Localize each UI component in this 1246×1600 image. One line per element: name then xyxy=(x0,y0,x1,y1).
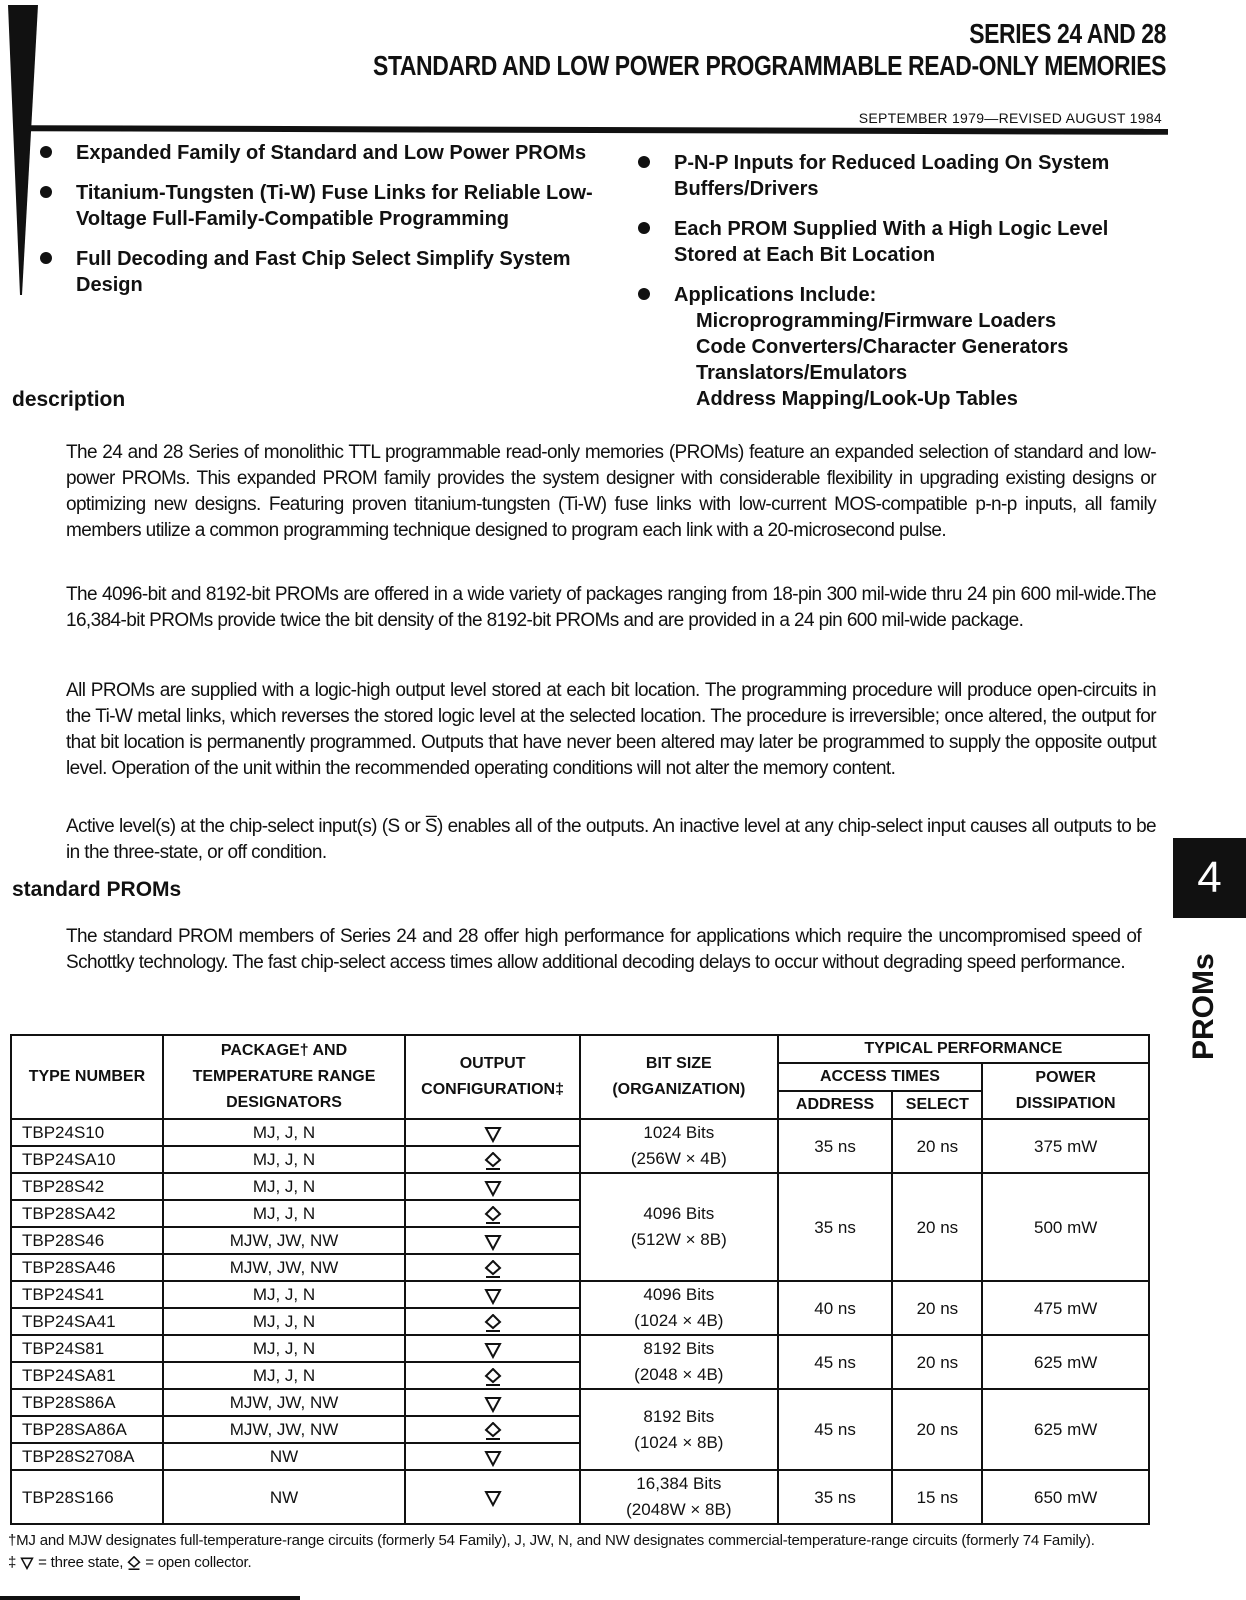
open-collector-icon xyxy=(405,1362,580,1389)
header-type-number: TYPE NUMBER xyxy=(11,1035,163,1119)
open-collector-icon xyxy=(405,1254,580,1281)
feature-item: P-N-P Inputs for Reduced Loading On System Buffers/Drivers xyxy=(636,150,1156,202)
revision-date: SEPTEMBER 1979—REVISED AUGUST 1984 xyxy=(858,110,1162,126)
table-row: TBP28S86A MJW, JW, NW 8192 Bits (1024 × 8B) 45 ns 20 ns 625 mW xyxy=(11,1389,1149,1416)
bullet-icon xyxy=(40,186,52,198)
three-state-icon xyxy=(405,1281,580,1308)
application-item: Microprogramming/Firmware Loaders xyxy=(696,310,1057,332)
standard-proms-paragraph: The standard PROM members of Series 24 and 28 offer high performance for applications which require the uncompromised speed of Schottky technology. The fast chip-select access times allow additional decoding delays to occur without degrading speed performance. xyxy=(66,926,1141,973)
header-output-configuration: OUTPUT CONFIGURATION‡ xyxy=(405,1035,580,1119)
three-state-icon xyxy=(405,1443,580,1470)
bullet-icon xyxy=(638,288,650,300)
header-address: ADDRESS xyxy=(778,1091,893,1119)
three-state-icon xyxy=(405,1335,580,1362)
feature-item-applications: Applications Include: Microprogramming/Firmware Loaders Code Converters/Character Generators Translators/Emulators Address Mapping/Look-Up Tables xyxy=(636,282,1156,412)
three-state-icon xyxy=(405,1227,580,1254)
footnote-double-dagger: ‡ = three state, = open collector. xyxy=(8,1554,252,1571)
table-row: TBP28S42 MJ, J, N 4096 Bits (512W × 8B) 35 ns 20 ns 500 mW xyxy=(11,1173,1149,1200)
feature-item: Expanded Family of Standard and Low Power PROMs xyxy=(38,140,598,166)
table-row: TBP24S41 MJ, J, N 4096 Bits (1024 × 4B) 40 ns 20 ns 475 mW xyxy=(11,1281,1149,1308)
footnote-dagger: †MJ and MJW designates full-temperature-range circuits (formerly 54 Family), J, JW, N, and NW designates commercial-temperature-range circuits (formerly 74 Family). xyxy=(8,1532,1095,1549)
open-collector-icon xyxy=(405,1308,580,1335)
application-item: Address Mapping/Look-Up Tables xyxy=(696,388,1018,410)
left-spine-bar xyxy=(8,5,38,295)
description-paragraph-2: The 4096-bit and 8192-bit PROMs are offered in a wide variety of packages ranging from 18-pin 300 mil-wide thru 24 pin 600 mil-wide.The 16,384-bit PROMs provide twice the bit density of the 8192-bit PROMs and are provided in a 24 pin 600 mil-wide package. xyxy=(66,584,1156,631)
description-paragraph-4: Active level(s) at the chip-select input(s) (S or S̅) enables all of the outputs. An inactive level at any chip-select input causes all outputs to be in the three-state, or off condition. xyxy=(66,816,1156,863)
section-label: PROMs xyxy=(1187,953,1220,1060)
header-bit-size: BIT SIZE (ORGANIZATION) xyxy=(580,1035,778,1119)
series-title: SERIES 24 AND 28 xyxy=(969,18,1166,49)
header-access-times: ACCESS TIMES xyxy=(778,1063,983,1091)
header-typical-performance: TYPICAL PERFORMANCE xyxy=(778,1035,1149,1063)
application-item: Translators/Emulators xyxy=(696,362,908,384)
header-package: PACKAGE† AND TEMPERATURE RANGE DESIGNATORS xyxy=(163,1035,405,1119)
bullet-icon xyxy=(638,222,650,234)
prom-selection-table xyxy=(10,1034,1150,1525)
description-paragraph-3: All PROMs are supplied with a logic-high output level stored at each bit location. The programming procedure will produce open-circuits in the Ti-W metal links, which reverses the stored logic level at the selected location. The procedure is irreversible; once altered, the output for that bit location is permanently programmed. Outputs that have never been altered may later be programmed to supply the opposite output level. Operation of the unit within the recommended operating conditions will not alter the memory content. xyxy=(66,680,1156,779)
footnotes xyxy=(8,1530,1158,1574)
features-right xyxy=(636,150,1156,412)
description-paragraph-1: The 24 and 28 Series of monolithic TTL programmable read-only memories (PROMs) feature an expanded selection of standard and low-power PROMs. This expanded PROM family provides the system designer with considerable flexibility in upgrading existing designs or optimizing new designs. Featuring proven titanium-tungsten (Ti-W) fuse links with low-current MOS-compatible p-n-p inputs, all family members utilize a common programming technique designed to program each link with a 20-microsecond pulse. xyxy=(66,442,1156,541)
three-state-icon xyxy=(405,1119,580,1146)
description-heading: description xyxy=(12,388,126,411)
open-collector-icon xyxy=(405,1146,580,1173)
table-row: TBP28S166 NW 16,384 Bits (2048W × 8B) 35 ns 15 ns 650 mW xyxy=(11,1470,1149,1524)
header-power-dissipation: POWER DISSIPATION xyxy=(982,1063,1149,1119)
application-item: Code Converters/Character Generators xyxy=(696,336,1069,358)
three-state-icon xyxy=(20,1556,34,1570)
open-collector-icon xyxy=(405,1200,580,1227)
header-rule xyxy=(28,125,1168,135)
title-block xyxy=(199,18,1166,82)
three-state-icon xyxy=(405,1470,580,1524)
open-collector-icon xyxy=(127,1556,141,1570)
header-select: SELECT xyxy=(892,1091,982,1119)
table-row: TBP28SA42 MJ, J, N xyxy=(11,1200,1149,1227)
table-row: TBP24SA81 MJ, J, N xyxy=(11,1362,1149,1389)
document-title: STANDARD AND LOW POWER PROGRAMMABLE READ-ONLY MEMORIES xyxy=(373,50,1166,81)
three-state-icon xyxy=(405,1173,580,1200)
table-row: TBP28S46 MJW, JW, NW xyxy=(11,1227,1149,1254)
table-row: TBP24SA10 MJ, J, N xyxy=(11,1146,1149,1173)
table-row: TBP28S2708A NW xyxy=(11,1443,1149,1470)
feature-item: Each PROM Supplied With a High Logic Level Stored at Each Bit Location xyxy=(636,216,1156,268)
bullet-icon xyxy=(638,156,650,168)
table-row: TBP24SA41 MJ, J, N xyxy=(11,1308,1149,1335)
footer-rule xyxy=(0,1596,300,1600)
open-collector-icon xyxy=(405,1416,580,1443)
table-row: TBP24S10 MJ, J, N 1024 Bits (256W × 4B) 35 ns 20 ns 375 mW xyxy=(11,1119,1149,1146)
bullet-icon xyxy=(40,252,52,264)
table-row: TBP24S81 MJ, J, N 8192 Bits (2048 × 4B) 45 ns 20 ns 625 mW xyxy=(11,1335,1149,1362)
features-left xyxy=(38,140,598,312)
feature-item: Titanium-Tungsten (Ti-W) Fuse Links for Reliable Low-Voltage Full-Family-Compatible Programming xyxy=(38,180,598,232)
section-number-tab: 4 xyxy=(1173,838,1246,918)
feature-item: Full Decoding and Fast Chip Select Simplify System Design xyxy=(38,246,598,298)
table-row: TBP28SA46 MJW, JW, NW xyxy=(11,1254,1149,1281)
bullet-icon xyxy=(40,146,52,158)
standard-proms-heading: standard PROMs xyxy=(12,878,182,901)
table-row: TBP28SA86A MJW, JW, NW xyxy=(11,1416,1149,1443)
three-state-icon xyxy=(405,1389,580,1416)
